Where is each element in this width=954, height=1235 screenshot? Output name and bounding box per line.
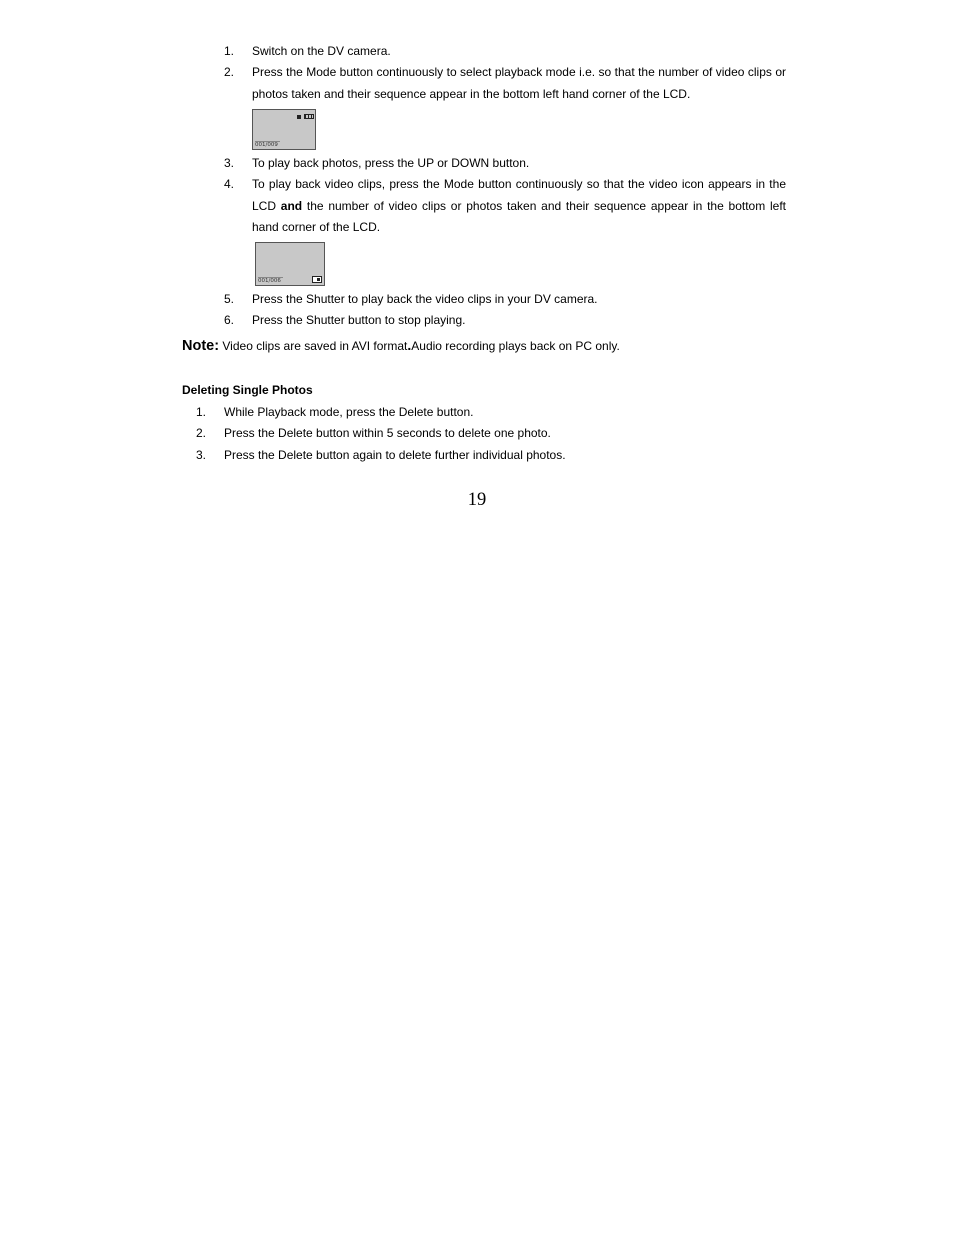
step-text: Press the Delete button again to delete further individual photos. (224, 448, 566, 462)
step-text-bold: and (280, 198, 303, 213)
lcd-counter: 001/006 (258, 278, 281, 284)
step-number: 5. (224, 292, 235, 306)
step-text: While Playback mode, press the Delete button. (224, 405, 474, 419)
section-heading: Deleting Single Photos (182, 383, 313, 397)
note-period: . (407, 337, 412, 353)
record-indicator-icon (297, 115, 301, 119)
step-text-part: the number of video clips or photos taken and their sequence appear in the bottom left hand corner of the LCD. (252, 198, 786, 234)
step-text: Press the Shutter to play back the video clips in your DV camera. (252, 292, 598, 306)
step-number: 2. (224, 65, 235, 79)
step-text: Switch on the DV camera. (252, 44, 391, 58)
step-number: 3. (196, 448, 207, 462)
step-number: 1. (224, 44, 235, 58)
step-text: To play back photos, press the UP or DOWN button. (252, 156, 530, 170)
step-text-part: To play back video clips, press the Mode button continuously so that the video icon appears in the LCD (252, 177, 786, 213)
step-number: 3. (224, 156, 235, 170)
lcd-counter: 001/009 (255, 142, 278, 148)
step-text: Press the Delete button within 5 seconds to delete one photo. (224, 426, 551, 440)
step-text: Press the Shutter button to stop playing. (252, 313, 466, 327)
note-text: Video clips are saved in AVI format (219, 339, 408, 353)
note-text: Audio recording plays back on PC only. (411, 339, 620, 353)
note-paragraph (182, 334, 620, 357)
page-number: 19 (467, 490, 487, 510)
step-text (252, 174, 786, 239)
step-number: 1. (196, 405, 207, 419)
step-number: 2. (196, 426, 207, 440)
video-icon (312, 276, 322, 283)
step-text: Press the Mode button continuously to select playback mode i.e. so that the number of video clips or photos taken and their sequence appear in the bottom left hand corner of the LCD. (252, 65, 786, 101)
lcd-photo-illustration (252, 109, 316, 150)
step-number: 4. (224, 177, 235, 191)
note-label: Note: (182, 338, 220, 354)
step-number: 6. (224, 313, 235, 327)
lcd-video-illustration (255, 242, 325, 286)
battery-icon (304, 114, 314, 119)
